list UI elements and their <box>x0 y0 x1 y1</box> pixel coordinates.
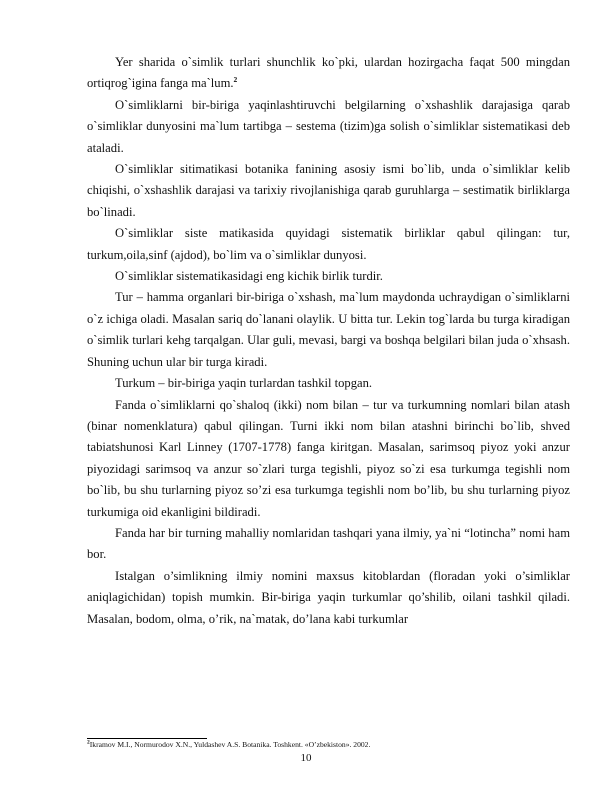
paragraph-8: Fanda o`simliklarni qo`shaloq (ikki) nom bilan – tur va turkumning nomlari bilan atash (binar nomenklatura) qabul qilingan. Turni ikki nom bilan atashni birinchi bo`lib, shved tabiatshunosi Karl Linney (1707-1778) fanga kiritgan. Masalan, sarimsoq piyoz yoki anzur piyozidagi sarimsoq va anzur so`zlari turga tegishli, piyoz so`zi esa turkumga tegishli nom bo`lib, bu shu turlarning piyoz so’zi esa turkumga tegishli nom bo’lib, bu shu turlarning piyoz turkumiga oid ekanligini bildiradi. <box>87 397 570 519</box>
footnote-mark: 2 <box>87 739 90 746</box>
footnote <box>87 740 570 750</box>
paragraph-10: Istalgan o’simlikning ilmiy nomini maxsus kitoblardan (floradan yoki o’simliklar aniqlagichidan) topish mumkin. Bir-biriga yaqin turkumlar qo’shilib, oilani tashkil qiladi. Masalan, bodom, olma, o’rik, na`matak, do’lana kabi turkumlar <box>87 568 570 626</box>
paragraph-3: O`simliklar sitimatikasi botanika fanining asosiy ismi bo`lib, unda o`simliklar kelib chiqishi, o`xshashlik darajasi va tarixiy rivojlanishiga qarab guruhlarga – sestimatik birliklarga bo`linadi. <box>87 162 570 219</box>
footnote-reference[interactable]: 2 <box>233 75 238 85</box>
footnote-divider <box>87 738 207 739</box>
paragraph-4: O`simliklar siste matikasida quyidagi sistematik birliklar qabul qilingan: tur, turkum,oila,sinf (ajdod), bo`lim va o`simliklar dunyosi. <box>87 226 570 262</box>
body-text <box>87 52 570 630</box>
paragraph-7: Turkum – bir-biriga yaqin turlardan tashkil topgan. <box>115 376 373 391</box>
page-number: 10 <box>300 752 312 764</box>
footnote-text: Ikramov M.I., Normurodov X.N., Yuldashev A.S. Botanika. Toshkent. «O’zbekiston». 2002. <box>89 740 371 749</box>
paragraph-1: Yer sharida o`simlik turlari shunchlik ko`pki, ulardan hozirgacha faqat 500 mingdan ortiqrog`igina fanga ma`lum.$^2$ <box>87 55 570 91</box>
paragraph-2: O`simliklarni bir-biriga yaqinlashtiruvchi belgilarning o`xshashlik darajasiga qarab o`simliklar dunyosini ma`lum tartibga – sestema (tizim)ga solish o`simliklar sistematikasi deb ataladi. <box>87 97 570 155</box>
paragraph-9: Fanda har bir turning mahalliy nomlaridan tashqari yana ilmiy, ya`ni “lotincha” nomi ham bor. <box>87 525 570 562</box>
paragraph-6: Tur – hamma organlari bir-biriga o`xshash, ma`lum maydonda uchraydigan o`simliklarni o`z ichiga oladi. Masalan sariq do`lanani olaylik. U bitta tur. Lekin tog`larda bu turga kiradigan o`simlik turlari kehg tarqalgan. Ular guli, mevasi, bargi va boshqa belgilari bilan juda o`xhsash. Shuning uchun ular bir turga kiradi. <box>87 290 570 369</box>
paragraph-5: O`simliklar sistematikasidagi eng kichik birlik turdir. <box>115 269 383 284</box>
